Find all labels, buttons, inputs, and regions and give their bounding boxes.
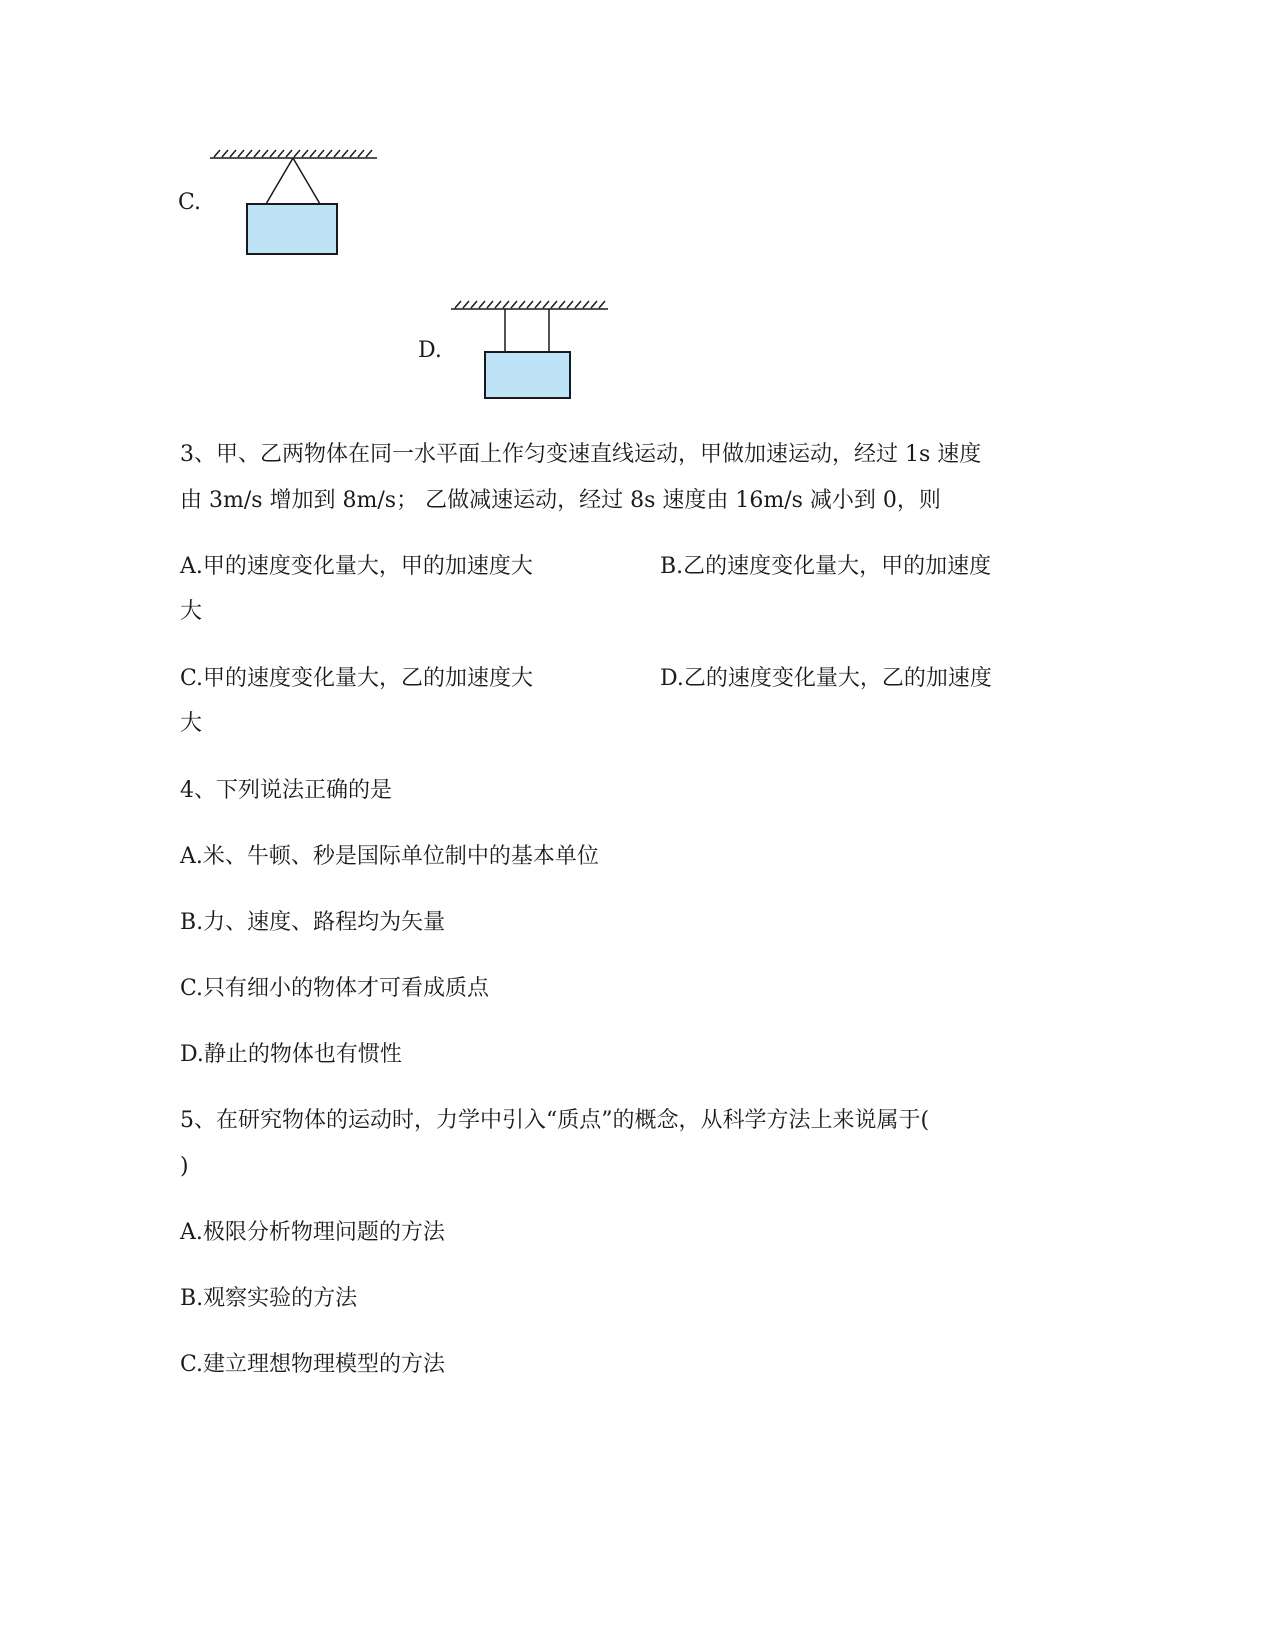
q4-option-a: A.米、牛顿、秒是国际单位制中的基本单位 xyxy=(180,844,599,869)
q5-option-c: C.建立理想物理模型的方法 xyxy=(180,1352,446,1377)
rope xyxy=(266,158,320,204)
rope xyxy=(505,309,549,352)
q3-option-c: C.甲的速度变化量大，乙的加速度大 xyxy=(180,666,534,691)
figure-c-diagram xyxy=(205,140,385,260)
q4-option-d: D.静止的物体也有惯性 xyxy=(180,1042,402,1067)
q3-option-a: A.甲的速度变化量大，甲的加速度大 xyxy=(180,554,533,579)
q3-stem-line2: 由 3m/s 增加到 8m/s； 乙做减速运动，经过 8s 速度由 16m/s 减小到 0，则 xyxy=(180,488,941,513)
figure-c-label: C. xyxy=(178,190,202,215)
q5-option-b: B.观察实验的方法 xyxy=(180,1286,358,1311)
q4-option-b: B.力、速度、路程均为矢量 xyxy=(180,910,446,935)
hanging-block xyxy=(247,204,337,254)
ceiling-hatching xyxy=(210,150,377,158)
q3-option-d: D.乙的速度变化量大，乙的加速度 xyxy=(660,666,992,691)
q4-option-c: C.只有细小的物体才可看成质点 xyxy=(180,976,490,1001)
q3-option-b-wrap: 大 xyxy=(180,599,203,624)
q5-stem-line2: ) xyxy=(180,1154,189,1179)
q5-stem-line1: 5、在研究物体的运动时，力学中引入“质点”的概念，从科学方法上来说属于( xyxy=(180,1108,930,1133)
q3-option-d-wrap: 大 xyxy=(180,711,203,736)
q3-stem-line1: 3、甲、乙两物体在同一水平面上作匀变速直线运动，甲做加速运动，经过 1s 速度 xyxy=(180,442,982,467)
q3-option-b: B.乙的速度变化量大，甲的加速度 xyxy=(660,554,992,579)
hanging-block xyxy=(485,352,570,398)
q5-option-a: A.极限分析物理问题的方法 xyxy=(180,1220,445,1245)
figure-d-diagram xyxy=(448,292,618,402)
figure-d-label: D. xyxy=(418,338,442,363)
ceiling-hatching xyxy=(451,301,608,309)
q4-stem: 4、下列说法正确的是 xyxy=(180,778,392,803)
